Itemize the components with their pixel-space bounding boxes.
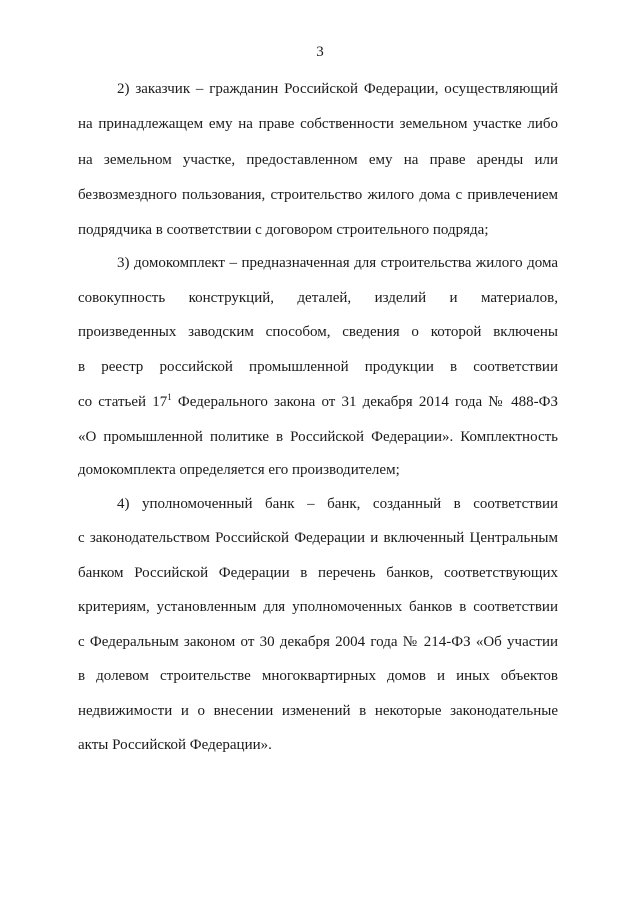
paragraph-3-line: произведенных заводским способом, сведения о которой включены <box>78 324 558 340</box>
line-text-before: со статьей 17 <box>78 394 168 410</box>
paragraph-2-line: подрядчика в соответствии с договором строительного подряда; <box>78 222 489 238</box>
paragraph-2-line: безвозмездного пользования, строительство жилого дома с привлечением <box>78 187 558 203</box>
paragraph-4-line: с законодательством Российской Федерации и включенный Центральным <box>78 530 558 546</box>
paragraph-3-line: 3) домокомплект – предназначенная для строительства жилого дома <box>117 255 558 271</box>
paragraph-3-line: домокомплекта определяется его производителем; <box>78 462 400 478</box>
paragraph-4-line: недвижимости и о внесении изменений в некоторые законодательные <box>78 703 558 719</box>
paragraph-2-line: на земельном участке, предоставленном ему на праве аренды или <box>78 152 558 168</box>
paragraph-4-line: 4) уполномоченный банк – банк, созданный в соответствии <box>117 496 558 512</box>
paragraph-4-line: в долевом строительстве многоквартирных домов и иных объектов <box>78 668 558 684</box>
paragraph-3-line-with-superscript <box>78 392 558 412</box>
paragraph-2-line: 2) заказчик – гражданин Российской Федерации, осуществляющий <box>117 81 558 97</box>
paragraph-4-line: с Федеральным законом от 30 декабря 2004 года № 214-ФЗ «Об участии <box>78 634 558 650</box>
paragraph-4-line: критериям, установленным для уполномоченных банков в соответствии <box>78 599 558 615</box>
paragraph-3-line: «О промышленной политике в Российской Федерации». Комплектность <box>78 429 558 445</box>
line-text-after: Федерального закона от 31 декабря 2014 года № 488-ФЗ <box>171 394 558 410</box>
paragraph-3-line: в реестр российской промышленной продукции в соответствии <box>78 359 558 375</box>
superscript-article-index: 1 <box>167 392 172 402</box>
paragraph-4-line: акты Российской Федерации». <box>78 737 272 753</box>
page-number: 3 <box>316 44 324 60</box>
paragraph-4-line: банком Российской Федерации в перечень банков, соответствующих <box>78 565 558 581</box>
paragraph-3-line: совокупность конструкций, деталей, изделий и материалов, <box>78 290 558 306</box>
paragraph-2-line: на принадлежащем ему на праве собственности земельном участке либо <box>78 116 558 132</box>
